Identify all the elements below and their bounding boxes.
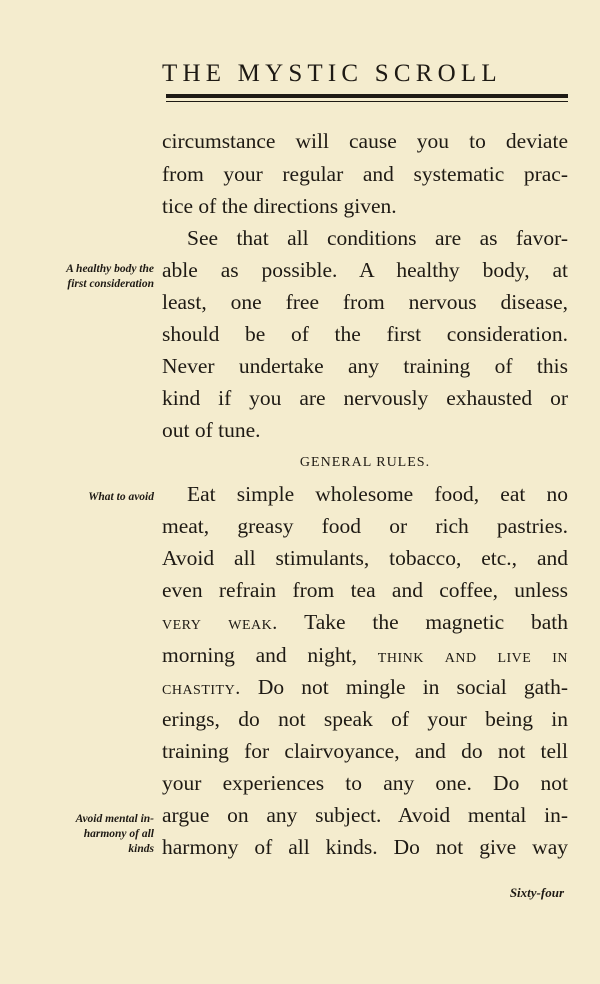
margin-note-healthy-body [66, 262, 154, 292]
text-line [162, 162, 568, 186]
text-segment: circumstance will cause you to deviate [162, 129, 568, 153]
text-line [162, 771, 568, 795]
text-line [162, 354, 568, 378]
text-segment: should be of the first consideration. [162, 322, 568, 346]
text-line [162, 514, 568, 538]
text-segment: Do not mingle in social gath- [240, 675, 568, 699]
header-rule-thin [166, 101, 568, 102]
margin-note-line: kinds [128, 843, 154, 855]
margin-note-mental-harmony [76, 812, 154, 857]
text-segment: argue on any subject. Avoid mental in- [162, 803, 568, 827]
text-segment: able as possible. A healthy body, at [162, 258, 568, 282]
text-segment: from your regular and systematic prac- [162, 162, 568, 186]
text-line [162, 675, 568, 700]
text-segment: your experiences to any one. Do not [162, 771, 568, 795]
text-segment: Avoid all stimulants, tobacco, etc., and [162, 546, 568, 570]
text-line [162, 129, 568, 153]
margin-note-line: A healthy body the [66, 263, 154, 275]
text-line [162, 803, 568, 827]
text-line [187, 482, 568, 506]
text-line [162, 386, 568, 410]
text-segment: meat, greasy food or rich pastries. [162, 514, 568, 538]
text-segment: See that all conditions are as favor- [187, 226, 568, 250]
text-segment: morning and night, [162, 643, 378, 667]
margin-note-line: first consideration [67, 278, 154, 290]
text-segment: erings, do not speak of your being in [162, 707, 568, 731]
text-segment: Never undertake any training of this [162, 354, 568, 378]
page-number: Sixty-four [509, 885, 564, 900]
text-segment: think and live in [377, 645, 568, 667]
text-line [162, 643, 568, 668]
margin-note-what-to-avoid [88, 490, 154, 505]
text-line [162, 578, 568, 602]
text-line [162, 418, 568, 442]
text-segment: least, one free from nervous disease, [162, 290, 568, 314]
text-line [162, 194, 568, 218]
section-subheading: GENERAL RULES. [299, 455, 431, 470]
margin-note-line: What to avoid [88, 491, 154, 503]
text-segment: Take the magnetic bath [277, 610, 568, 634]
text-line [162, 707, 568, 731]
text-segment: chastity. [162, 677, 241, 699]
text-line [162, 290, 568, 314]
header-rule-thick [166, 94, 568, 98]
margin-note-line: harmony of all [83, 828, 154, 840]
margin-note-line: Avoid mental in- [75, 813, 154, 825]
text-line [162, 610, 568, 635]
text-line [162, 258, 568, 282]
running-head: THE MYSTIC SCROLL [162, 60, 502, 87]
text-line [162, 739, 568, 763]
text-segment: training for clairvoyance, and do not tell [162, 739, 568, 763]
text-segment: even refrain from tea and coffee, unless [162, 578, 568, 602]
text-segment: harmony of all kinds. Do not give way [162, 835, 568, 859]
text-segment: tice of the directions given. [162, 194, 397, 218]
text-segment: kind if you are nervously exhausted or [162, 386, 568, 410]
text-segment: Eat simple wholesome food, eat no [187, 482, 568, 506]
text-segment: very weak. [162, 612, 278, 634]
text-line [162, 322, 568, 346]
text-line [162, 546, 568, 570]
text-line [187, 226, 568, 250]
text-segment: out of tune. [162, 418, 261, 442]
text-line [162, 835, 568, 859]
